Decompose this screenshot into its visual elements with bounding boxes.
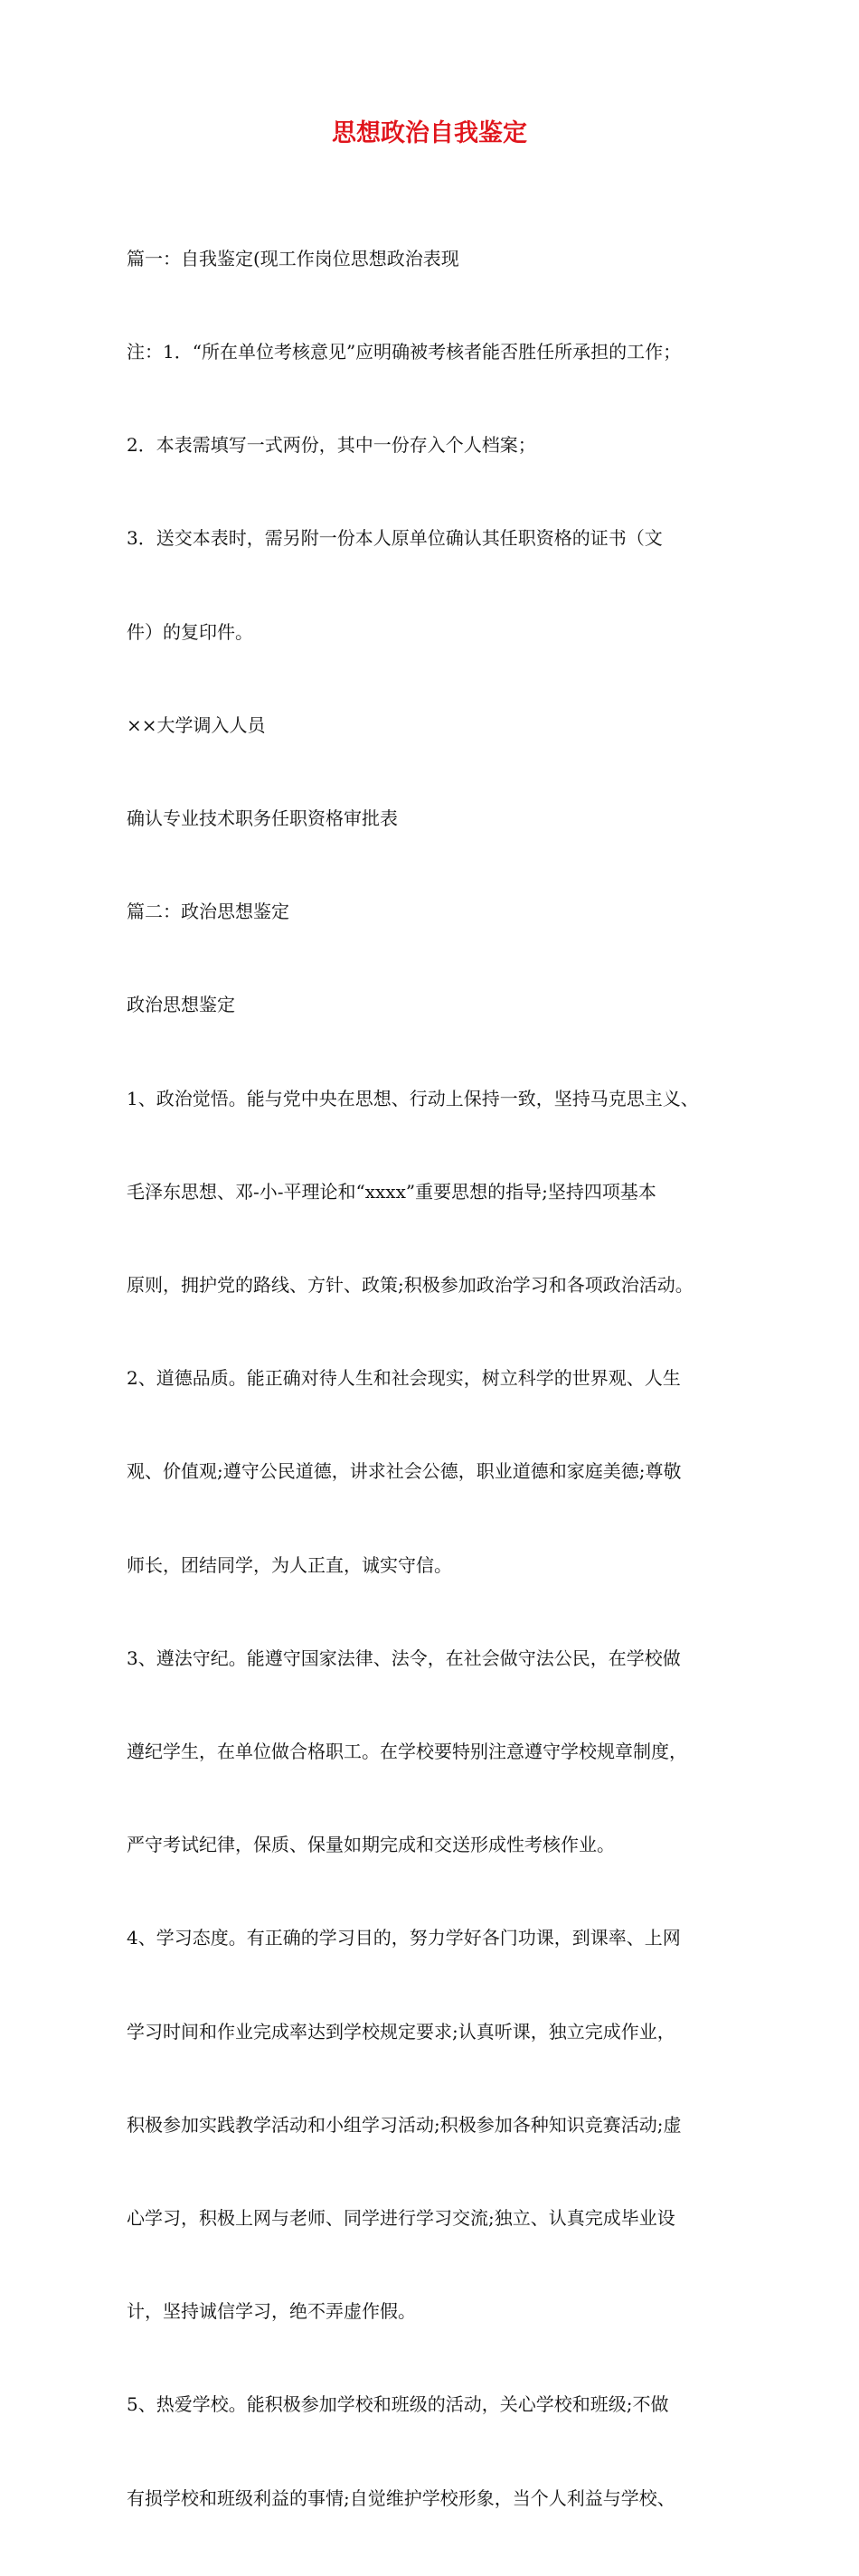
text-line: 政治思想鉴定 bbox=[127, 994, 235, 1016]
text-line: 件）的复印件。 bbox=[127, 620, 253, 643]
text-line: 原则，拥护党的路线、方针、政策;积极参加政治学习和各项政治活动。 bbox=[127, 1274, 694, 1297]
text-line: ××大学调入人员 bbox=[127, 713, 266, 736]
text-line: 注：1．“所在单位考核意见”应明确被考核者能否胜任所承担的工作； bbox=[127, 341, 682, 363]
text-line: 观、价值观;遵守公民道德，讲求社会公德，职业道德和家庭美德;尊敬 bbox=[127, 1460, 682, 1483]
text-line: 篇一：自我鉴定(现工作岗位思想政治表现 bbox=[127, 247, 459, 269]
text-line: 有损学校和班级利益的事情;自觉维护学校形象，当个人利益与学校、 bbox=[127, 2486, 675, 2509]
text-line: 5、热爱学校。能积极参加学校和班级的活动，关心学校和班级;不做 bbox=[127, 2393, 669, 2416]
text-line: 4、学习态度。有正确的学习目的，努力学好各门功课，到课率、上网 bbox=[127, 1927, 681, 1949]
text-line: 3、遵法守纪。能遵守国家法律、法令，在社会做守法公民，在学校做 bbox=[127, 1647, 681, 1669]
text-line: 积极参加实践教学活动和小组学习活动;积极参加各种知识竞赛活动;虚 bbox=[127, 2113, 682, 2136]
text-line: 学习时间和作业完成率达到学校规定要求;认真听课，独立完成作业， bbox=[127, 2020, 675, 2043]
text-line: 1、政治觉悟。能与党中央在思想、行动上保持一致，坚持马克思主义、 bbox=[127, 1087, 699, 1109]
text-line: 确认专业技术职务任职资格审批表 bbox=[127, 807, 398, 830]
text-line: 严守考试纪律，保质、保量如期完成和交送形成性考核作业。 bbox=[127, 1834, 615, 1856]
text-line: 毛泽东思想、邓-小-平理论和“xxxx”重要思想的指导;坚持四项基本 bbox=[127, 1180, 656, 1203]
document-title: 思想政治自我鉴定 bbox=[332, 119, 527, 147]
document-body bbox=[127, 181, 750, 2576]
text-line: 篇二：政治思想鉴定 bbox=[127, 901, 289, 923]
text-line: 心学习，积极上网与老师、同学进行学习交流;独立、认真完成毕业设 bbox=[127, 2207, 675, 2230]
text-line: 2．本表需填写一式两份，其中一份存入个人档案； bbox=[127, 434, 536, 457]
text-line: 遵纪学生，在单位做合格职工。在学校要特别注意遵守学校规章制度， bbox=[127, 1741, 687, 1763]
text-line: 计，坚持诚信学习，绝不弄虚作假。 bbox=[127, 2300, 416, 2323]
text-line: 3．送交本表时，需另附一份本人原单位确认其任职资格的证书（文 bbox=[127, 527, 663, 550]
text-line: 师长，团结同学，为人正直，诚实守信。 bbox=[127, 1553, 452, 1576]
text-line: 2、道德品质。能正确对待人生和社会现实，树立科学的世界观、人生 bbox=[127, 1367, 681, 1390]
